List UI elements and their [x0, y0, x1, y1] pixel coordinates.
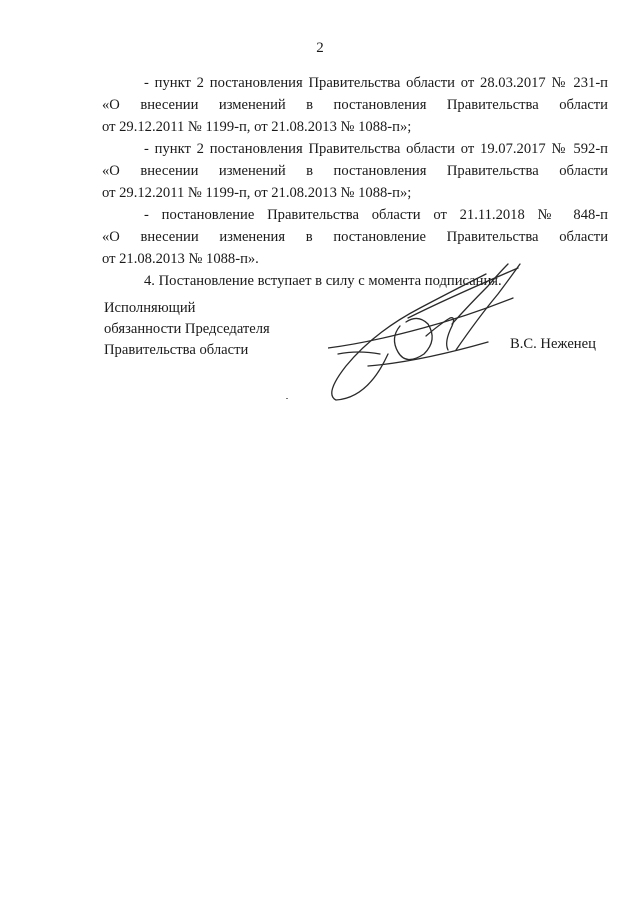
- page-number: 2: [316, 40, 324, 56]
- scan-speck: [286, 398, 288, 399]
- text-line: «О внесении изменения в постановление Правительства области: [102, 229, 608, 245]
- text-line: - пункт 2 постановления Правительства области от 28.03.2017 № 231-п: [144, 75, 608, 91]
- handwritten-signature: [328, 258, 528, 408]
- signatory-title-line: Правительства области: [104, 342, 249, 358]
- text-line: от 29.12.2011 № 1199-п, от 21.08.2013 № 1088-п»;: [102, 119, 412, 135]
- signatory-title-line: обязанности Председателя: [104, 321, 270, 337]
- text-line: «О внесении изменений в постановления Правительства области: [102, 97, 608, 113]
- text-line: - пункт 2 постановления Правительства области от 19.07.2017 № 592-п: [144, 141, 608, 157]
- signatory-name: В.С. Неженец: [510, 336, 596, 352]
- effective-date-clause: 4. Постановление вступает в силу с момента подписания.: [144, 273, 502, 289]
- text-line: «О внесении изменений в постановления Правительства области: [102, 163, 608, 179]
- text-line: от 29.12.2011 № 1199-п, от 21.08.2013 № 1088-п»;: [102, 185, 412, 201]
- signatory-title-line: Исполняющий: [104, 300, 196, 316]
- text-line: - постановление Правительства области от 21.11.2018 № 848-п: [144, 207, 608, 223]
- signatory-title: [104, 298, 270, 361]
- text-line: от 21.08.2013 № 1088-п».: [102, 251, 259, 267]
